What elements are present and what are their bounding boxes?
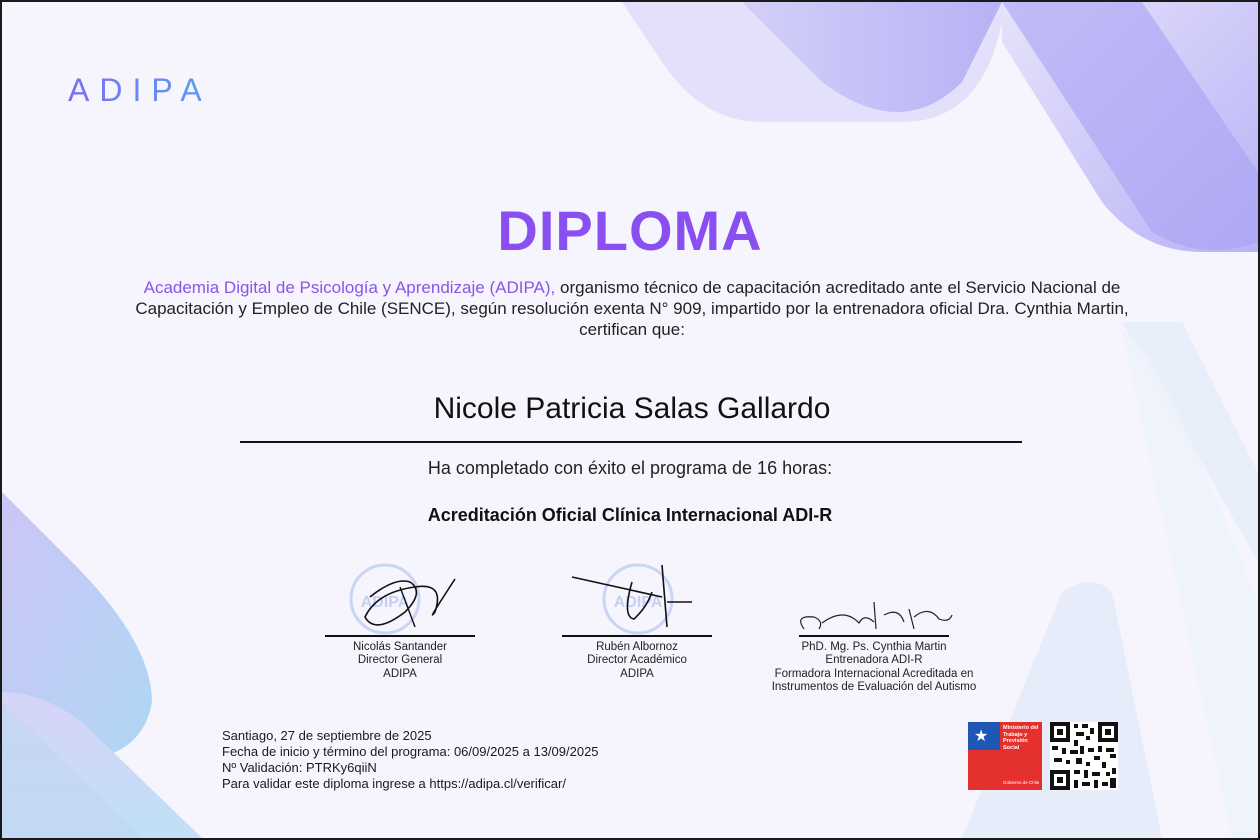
recipient-name: Nicole Patricia Salas Gallardo (433, 392, 831, 425)
adipa-logo: ADIPA (68, 72, 212, 108)
signatory-role: Director Académico (587, 654, 687, 666)
signatory-name: PhD. Mg. Ps. Cynthia Martin (801, 640, 947, 653)
signature-block-director-academico (552, 557, 722, 681)
chile-flag-icon: ★ (968, 722, 1000, 790)
issue-date: Santiago, 27 de septiembre de 2025 (222, 728, 432, 743)
signatory-name: Nicolás Santander (353, 640, 447, 653)
signature-seal-2 (552, 557, 722, 637)
signatory-name: Rubén Albornoz (596, 640, 678, 653)
verification-link[interactable]: Para validar este diploma ingrese a https://adipa.cl/verificar/ (222, 776, 566, 791)
recipient-underline (240, 441, 1022, 443)
diploma-footer (222, 728, 599, 792)
signature-scribble-3 (764, 557, 984, 637)
completion-statement: Ha completado con éxito el programa de 16 horas: (427, 458, 833, 478)
signature-block-trainer (764, 557, 984, 695)
signatory-credential: Formadora Internacional Acreditada en (774, 667, 974, 680)
validation-number: Nº Validación: PTRKy6qiiN (222, 760, 377, 775)
signatory-specialty: Instrumentos de Evaluación del Autismo (771, 681, 977, 693)
signature-seal-1 (315, 557, 485, 637)
signatory-role: Entrenadora ADI-R (825, 654, 923, 666)
qr-code-icon[interactable] (1050, 722, 1118, 790)
program-period: Fecha de inicio y término del programa: 06/09/2025 a 13/09/2025 (222, 744, 599, 759)
signature-block-director-general (315, 557, 485, 681)
svg-text:ADIPA: ADIPA (360, 594, 410, 611)
program-name: Acreditación Oficial Clínica Internacional ADI-R (427, 505, 833, 525)
svg-text:ADIPA: ADIPA (613, 594, 663, 611)
ministry-text: Ministerio del Trabajo y Previsión Social Gobierno de Chile (1000, 722, 1042, 790)
signatory-org: ADIPA (620, 667, 654, 680)
signatory-role: Director General (357, 654, 443, 666)
intro-text: organismo técnico de capacitación acreditado ante el Servicio Nacional de Capacitación y Empleo de Chile (SENCE), según resolución exenta N° 909, impartido por la entrenadora oficial Dra. Cynthia Martin, certifican que: (135, 278, 1129, 339)
intro-paragraph (102, 277, 1162, 340)
signatory-org: ADIPA (383, 667, 417, 680)
diploma-title: DIPLOMA (497, 199, 763, 262)
organization-name: Academia Digital de Psicología y Aprendizaje (ADIPA), (143, 278, 556, 297)
gobierno-chile-logo (968, 722, 1042, 790)
